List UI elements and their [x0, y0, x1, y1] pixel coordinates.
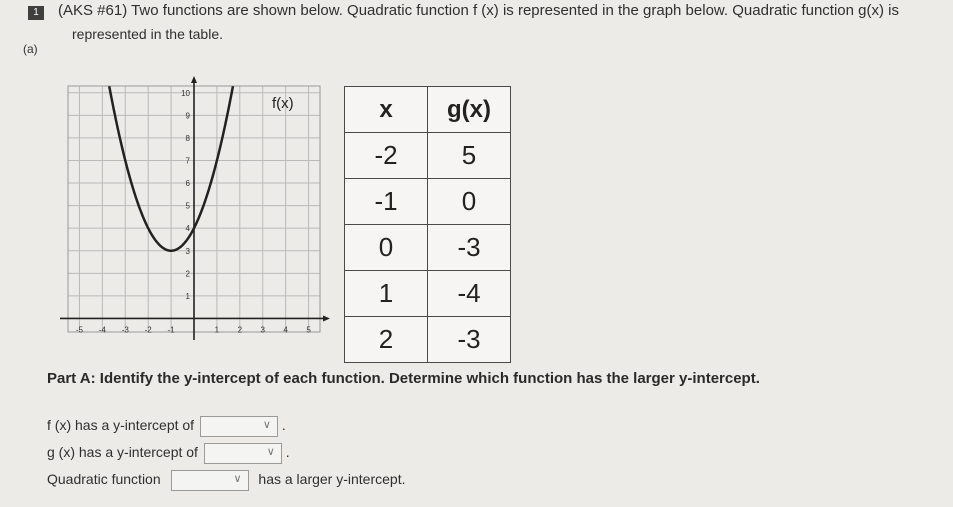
- y-tick-label: 7: [185, 156, 190, 166]
- table-row: [345, 225, 511, 271]
- fx-intercept-dropdown[interactable]: [200, 416, 278, 437]
- question-number-badge: 1: [28, 6, 44, 20]
- table-cell: 1: [345, 271, 428, 317]
- fx-intercept-line: f (x) has a y-intercept of ∨ .: [47, 416, 286, 437]
- chevron-down-icon: ∨: [266, 446, 275, 458]
- table-cell: 0: [428, 179, 511, 225]
- larger-intercept-text-post: has a larger y-intercept.: [258, 471, 406, 488]
- table-row: [345, 271, 511, 317]
- table-row: [345, 179, 511, 225]
- x-tick-label: 2: [237, 325, 243, 335]
- x-tick-label: -2: [144, 325, 152, 335]
- table-cell: -3: [428, 317, 511, 363]
- table-header-x: x: [345, 87, 428, 133]
- table-row: [345, 317, 511, 363]
- table-cell: -4: [428, 271, 511, 317]
- table-cell: -3: [428, 225, 511, 271]
- table-cell: -1: [345, 179, 428, 225]
- table-header-gx: g(x): [428, 87, 511, 133]
- fx-intercept-text: f (x) has a y-intercept of: [47, 417, 195, 434]
- part-a-heading: Part A: Identify the y-intercept of each function. Determine which function has the larger y-intercept.: [47, 370, 760, 387]
- x-tick-label: -4: [98, 325, 106, 335]
- chevron-down-icon: ∨: [233, 473, 242, 485]
- larger-intercept-dropdown[interactable]: [171, 470, 249, 491]
- y-tick-label: 2: [185, 269, 190, 279]
- gx-intercept-line: g (x) has a y-intercept of ∨ .: [47, 443, 290, 464]
- fx-label: f(x): [272, 95, 294, 112]
- x-tick-label: -3: [121, 325, 129, 335]
- question-part-label: (a): [23, 42, 38, 56]
- larger-intercept-line: [47, 470, 405, 491]
- table-cell: 0: [345, 225, 428, 271]
- g-table: [344, 86, 511, 363]
- table-row: [345, 133, 511, 179]
- y-tick-label: 5: [185, 201, 190, 211]
- gx-intercept-text: g (x) has a y-intercept of: [47, 444, 198, 461]
- y-axis-arrow: [191, 76, 197, 83]
- x-tick-label: 3: [260, 325, 265, 335]
- chevron-down-icon: ∨: [262, 419, 271, 431]
- y-tick-label: 6: [185, 179, 190, 189]
- larger-intercept-text-pre: Quadratic function: [47, 471, 161, 488]
- table-cell: -2: [345, 133, 428, 179]
- y-tick-label: 3: [185, 246, 190, 256]
- x-tick-label: 1: [214, 325, 220, 335]
- y-tick-label: 8: [185, 133, 190, 143]
- y-tick-label: 1: [185, 291, 190, 301]
- graph-fx: [50, 72, 336, 356]
- y-tick-label: 9: [185, 111, 190, 121]
- table-cell: 2: [345, 317, 428, 363]
- table-cell: 5: [428, 133, 511, 179]
- x-tick-label: -5: [75, 325, 84, 335]
- x-tick-label: -1: [167, 325, 175, 335]
- x-axis-arrow: [323, 315, 330, 321]
- y-tick-label: 4: [185, 224, 190, 234]
- x-tick-label: 4: [283, 325, 288, 335]
- question-text-continued: represented in the table.: [72, 26, 223, 42]
- question-text: (AKS #61) Two functions are shown below. Quadratic function f (x) is represented in the graph below. Quadratic function g(x) is: [58, 2, 899, 19]
- x-tick-label: 5: [306, 325, 311, 335]
- y-tick-label: 10: [181, 88, 190, 98]
- gx-intercept-dropdown[interactable]: [204, 443, 282, 464]
